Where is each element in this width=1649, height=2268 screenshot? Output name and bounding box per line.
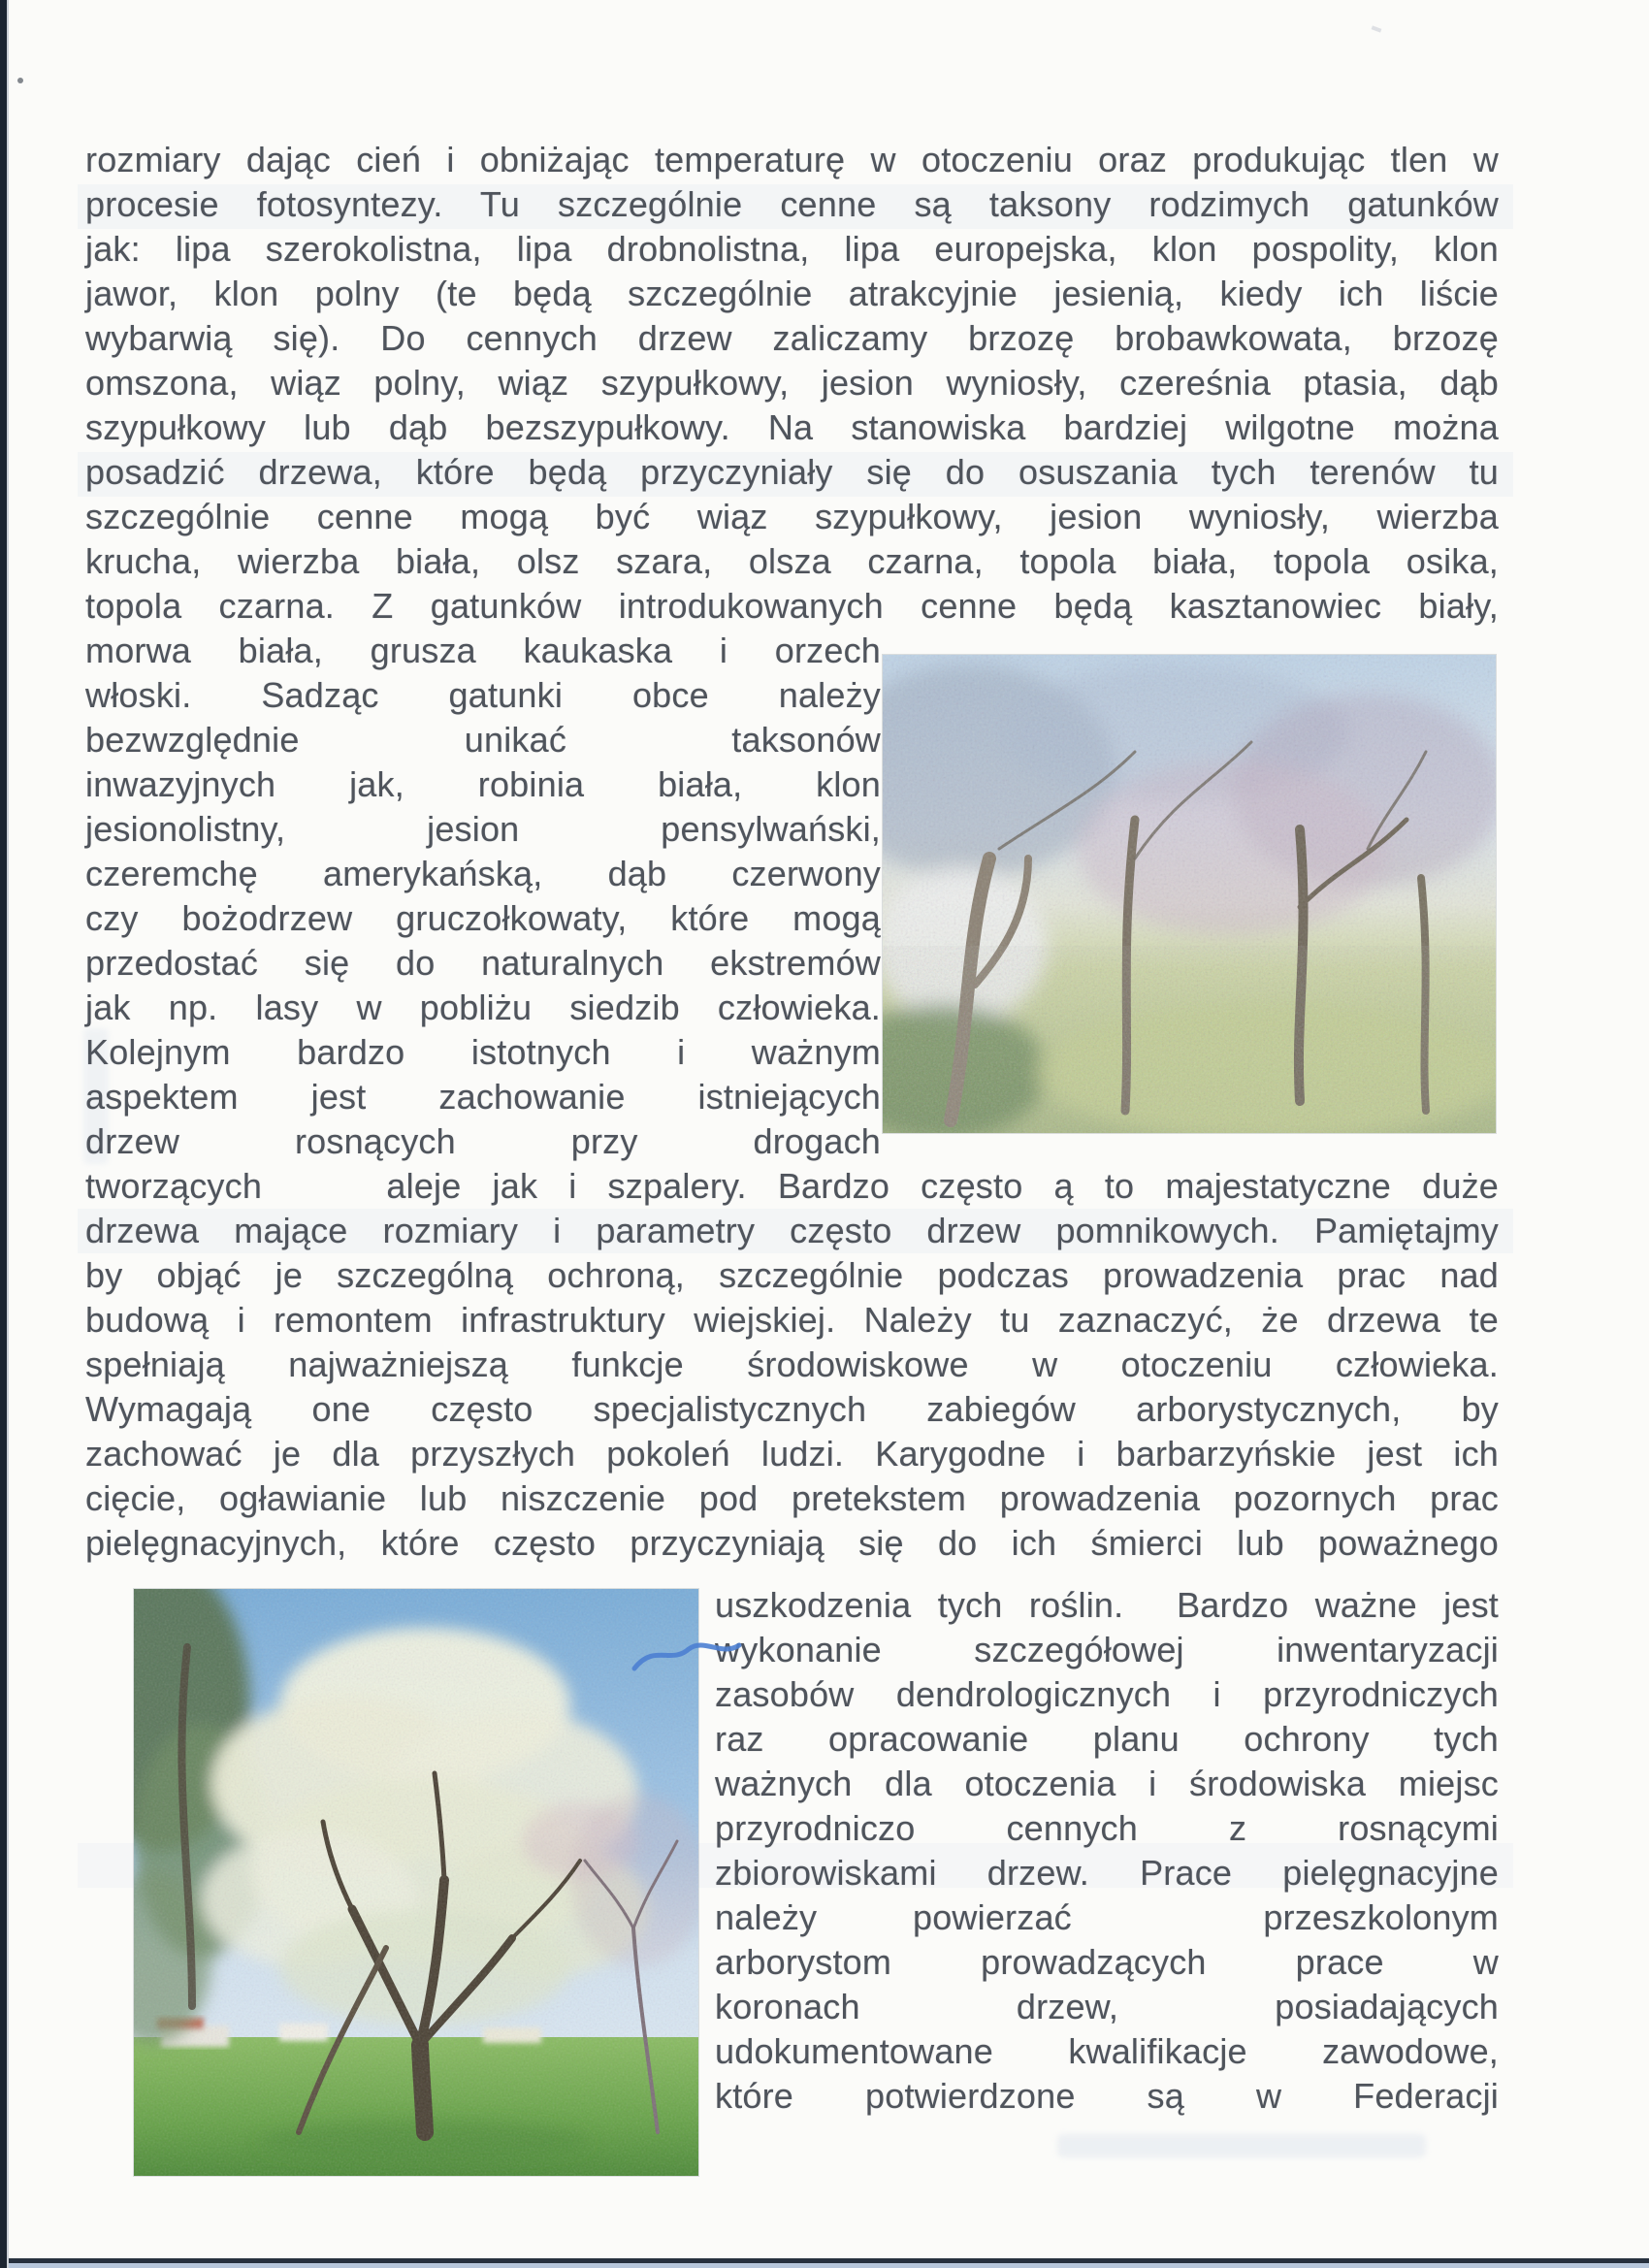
- scan-dot-artifact: [17, 78, 23, 83]
- text-line: inwazyjnych jak, robinia biała, klon: [85, 764, 881, 804]
- text-line: wykonanie szczegółowej inwentaryzacji: [715, 1630, 1499, 1669]
- text-line: jawor, klon polny (te będą szczególnie atrakcyjnie jesienią, kiedy ich liście: [85, 274, 1499, 313]
- scan-mark-artifact: [1372, 25, 1382, 32]
- text-line: przedostać się do naturalnych ekstremów: [85, 943, 881, 983]
- paragraph-top: [85, 138, 1499, 629]
- text-line: ważnych dla otoczenia i środowiska miejsc: [715, 1764, 1499, 1803]
- paragraph-wrap-left-of-photo: [85, 629, 881, 1164]
- text-line: raz opracowanie planu ochrony tych: [715, 1719, 1499, 1759]
- pen-squiggle-mark: [629, 1636, 745, 1682]
- text-line: topola czarna. Z gatunków introdukowanych cenne będą kasztanowiec biały,: [85, 586, 1499, 626]
- text-line: Wymagają one często specjalistycznych zabiegów arborystycznych, by: [85, 1389, 1499, 1429]
- text-line: by objąć je szczególną ochroną, szczególnie podczas prowadzenia prac nad: [85, 1255, 1499, 1295]
- text-line: cięcie, ogławianie lub niszczenie pod pretekstem prowadzenia pozornych prac: [85, 1478, 1499, 1518]
- text-line: czy bożodrzew gruczołkowaty, które mogą: [85, 898, 881, 938]
- text-line: omszona, wiąz polny, wiąz szypułkowy, jesion wyniosły, czereśnia ptasia, dąb: [85, 363, 1499, 403]
- text-line: procesie fotosyntezy. Tu szczególnie cenne są taksony rodzimych gatunków: [85, 184, 1499, 224]
- text-line: tworzących aleje jak i szpalery. Bardzo często ą to majestatyczne duże: [85, 1166, 1499, 1206]
- text-line: aspektem jest zachowanie istniejących: [85, 1077, 881, 1117]
- orchard-photo: [883, 655, 1496, 1133]
- blossom-tree-photo-image: [134, 1589, 698, 2176]
- text-line: należy powierzać przeszkolonym: [715, 1897, 1499, 1937]
- text-line: zasobów dendrologicznych i przyrodniczych: [715, 1674, 1499, 1714]
- text-line: które potwierdzone są w Federacji: [715, 2076, 1499, 2116]
- text-line: morwa biała, grusza kaukaska i orzech: [85, 631, 881, 670]
- left-page-border-shadow: [7, 0, 9, 2268]
- text-line: spełniają najważniejszą funkcje środowiskowe w otoczeniu człowieka.: [85, 1345, 1499, 1384]
- text-line: arborystom prowadzących prace w: [715, 1942, 1499, 1982]
- text-line: jak: lipa szerokolistna, lipa drobnolistna, lipa europejska, klon pospolity, klon: [85, 229, 1499, 269]
- paragraph-middle: [85, 1164, 1499, 1566]
- text-line: szypułkowy lub dąb bezszypułkowy. Na stanowiska bardziej wilgotne można: [85, 407, 1499, 447]
- blossom-tree-photo: [134, 1589, 698, 2176]
- pen-squiggle-icon: [629, 1636, 745, 1682]
- text-line: bezwzględnie unikać taksonów: [85, 720, 881, 760]
- text-line: szczególnie cenne mogą być wiąz szypułkowy, jesion wyniosły, wierzba: [85, 497, 1499, 536]
- text-line: drzewa mające rozmiary i parametry często drzew pomnikowych. Pamiętajmy: [85, 1211, 1499, 1250]
- text-line: włoski. Sadząc gatunki obce należy: [85, 675, 881, 715]
- text-line: czeremchę amerykańską, dąb czerwony: [85, 854, 881, 893]
- text-line: budową i remontem infrastruktury wiejskiej. Należy tu zaznaczyć, że drzewa te: [85, 1300, 1499, 1340]
- left-page-border: [0, 0, 7, 2268]
- text-line: rozmiary dając cień i obniżając temperaturę w otoczeniu oraz produkując tlen w: [85, 140, 1499, 179]
- text-line: jak np. lasy w pobliżu siedzib człowieka.: [85, 988, 881, 1027]
- text-line: koronach drzew, posiadających: [715, 1987, 1499, 2026]
- text-line: posadzić drzewa, które będą przyczyniały się do osuszania tych terenów tu: [85, 452, 1499, 492]
- text-line: krucha, wierzba biała, olsz szara, olsza czarna, topola biała, topola osika,: [85, 541, 1499, 581]
- text-line: uszkodzenia tych roślin. Bardzo ważne jest: [715, 1585, 1499, 1625]
- text-line: jesionolistny, jesion pensylwański,: [85, 809, 881, 849]
- bleed-through-artifact: [1057, 2134, 1426, 2157]
- text-line: udokumentowane kwalifikacje zawodowe,: [715, 2031, 1499, 2071]
- text-line: zachować je dla przyszłych pokoleń ludzi. Karygodne i barbarzyńskie jest ich: [85, 1434, 1499, 1474]
- text-line: wybarwią się). Do cennych drzew zaliczamy brzozę brobawkowata, brzozę: [85, 318, 1499, 358]
- bottom-border-strip: [9, 2263, 1649, 2268]
- text-line: przyrodniczo cennych z rosnącymi: [715, 1808, 1499, 1848]
- text-line: Kolejnym bardzo istotnych i ważnym: [85, 1032, 881, 1072]
- text-line: drzew rosnących przy drogach: [85, 1121, 881, 1161]
- orchard-photo-image: [883, 655, 1496, 1133]
- text-line: pielęgnacyjnych, które często przyczyniają się do ich śmierci lub poważnego: [85, 1523, 1499, 1563]
- text-line: zbiorowiskami drzew. Prace pielęgnacyjne: [715, 1853, 1499, 1893]
- paragraph-wrap-right-of-photo: [715, 1583, 1499, 2119]
